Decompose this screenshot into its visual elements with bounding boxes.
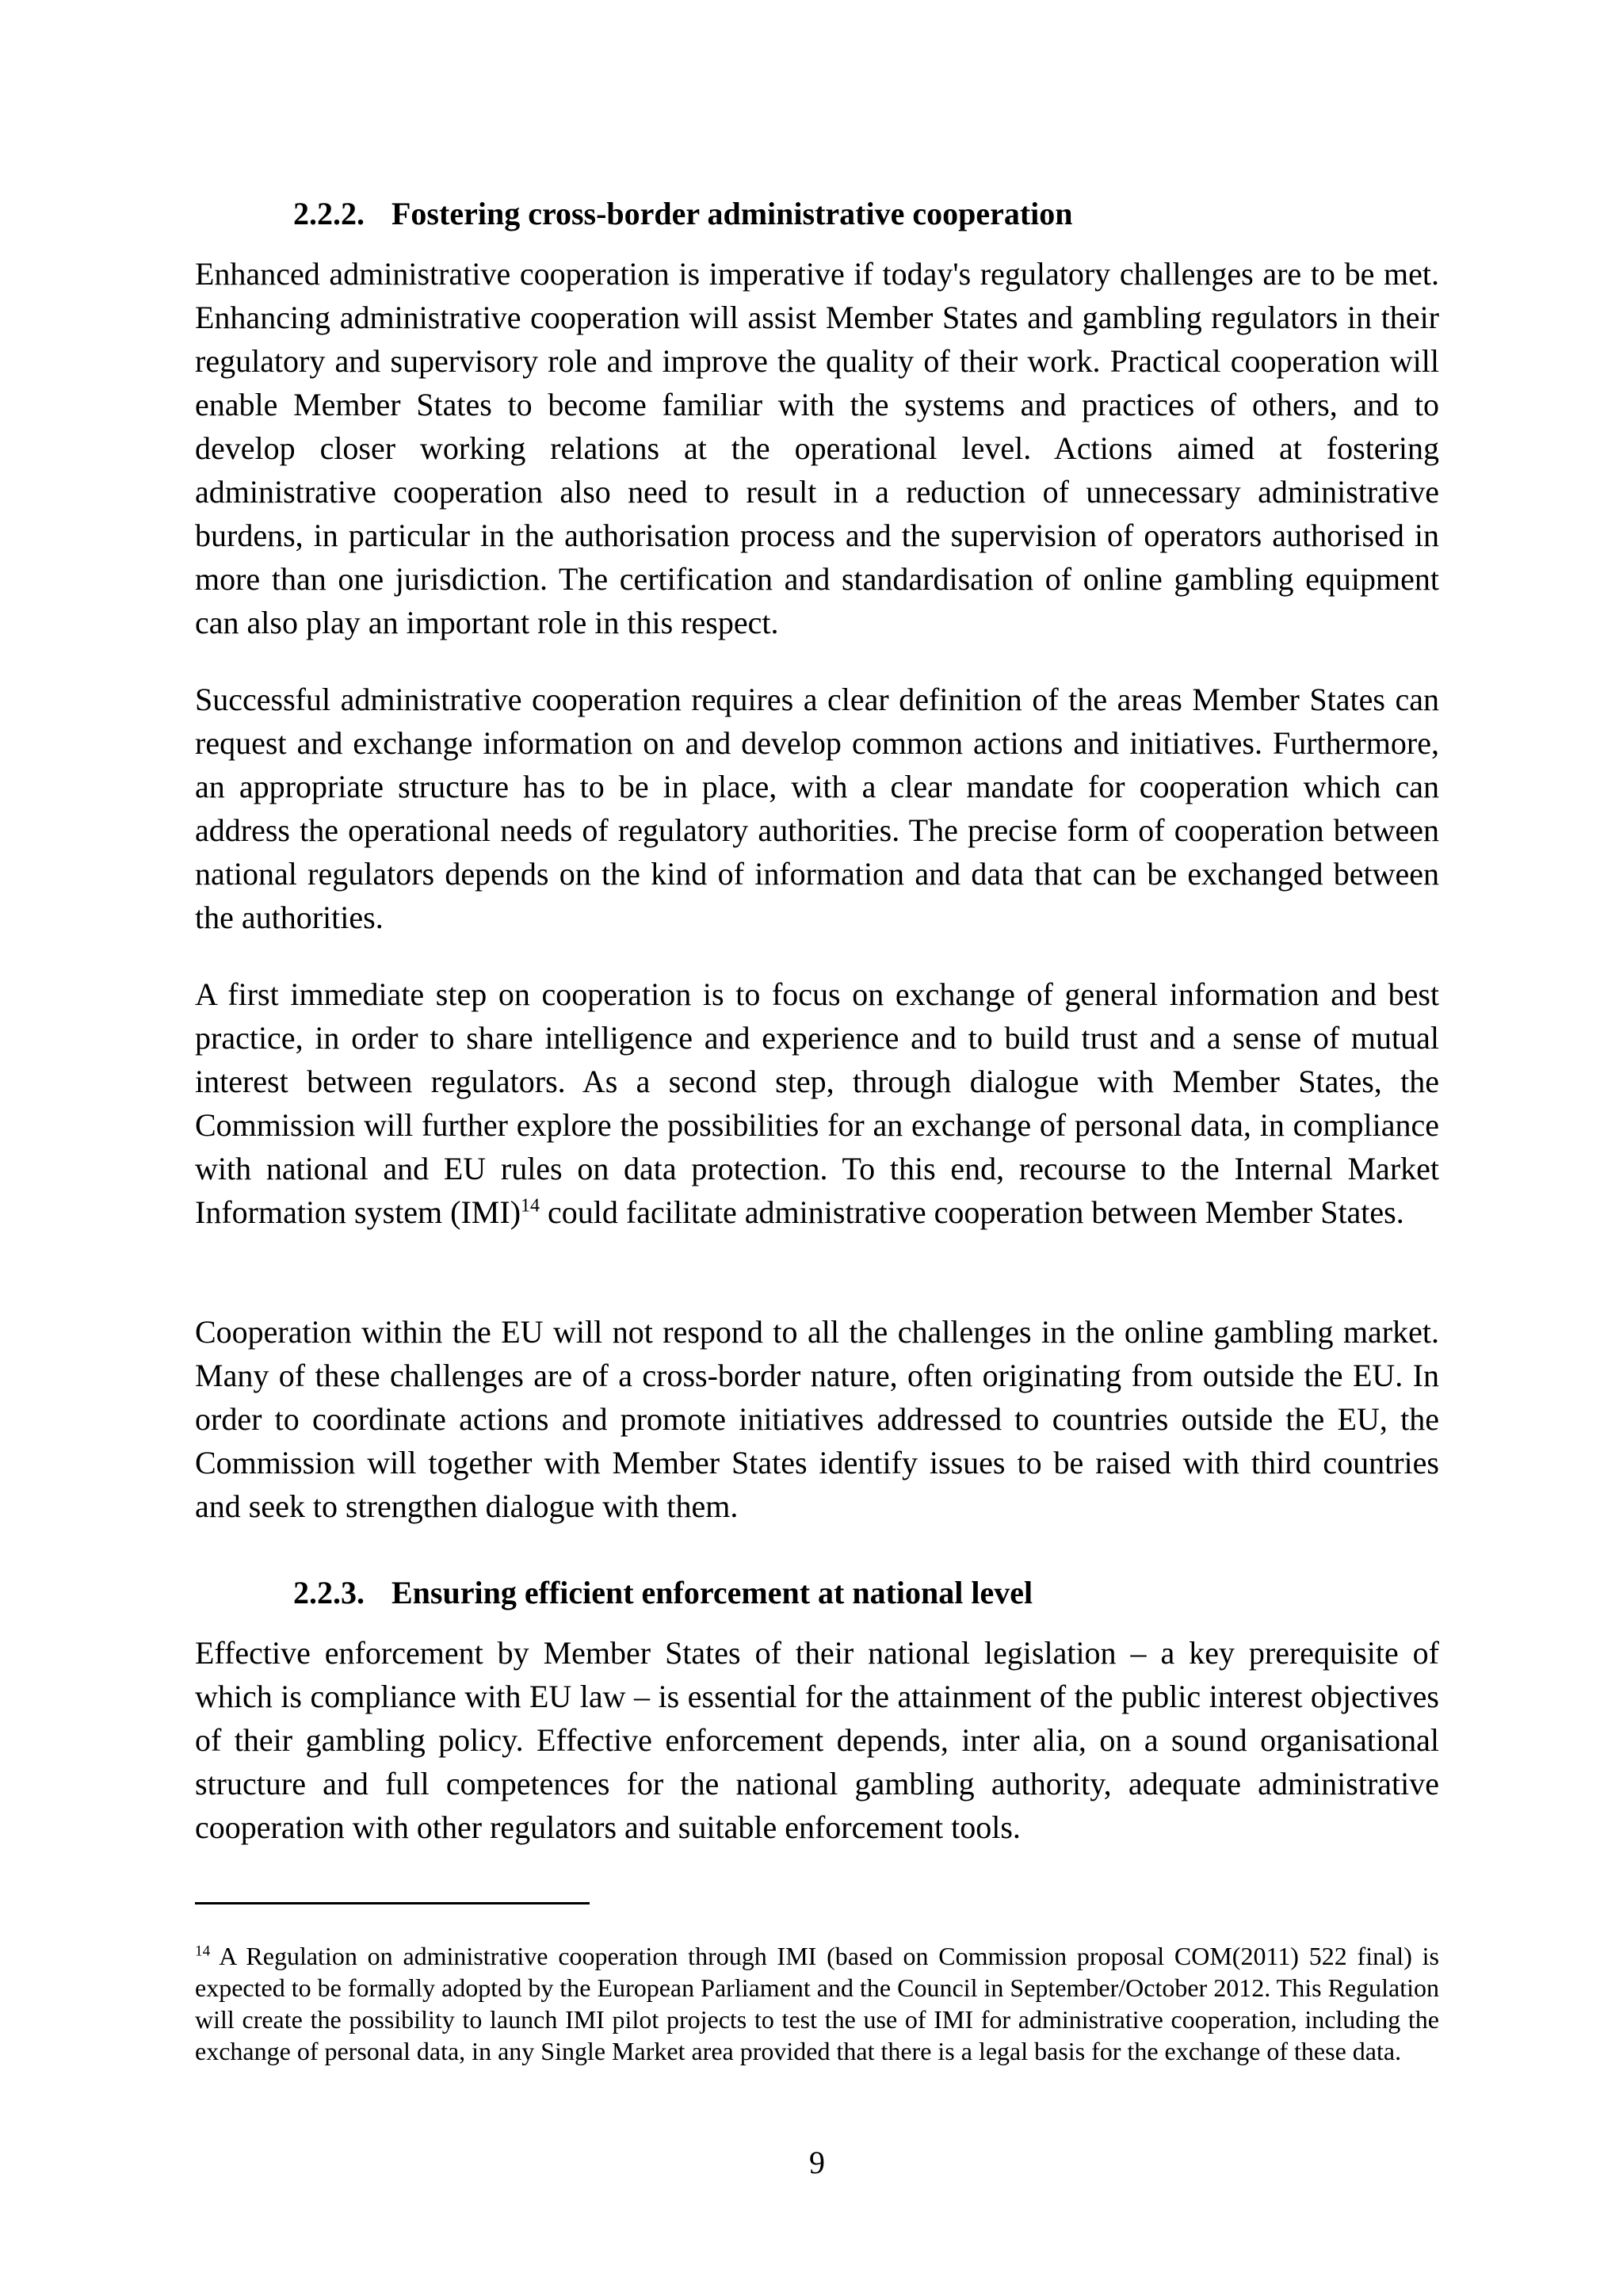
section-title: Fostering cross-border administrative cooperation	[391, 196, 1073, 231]
section-title: Ensuring efficient enforcement at national level	[391, 1575, 1033, 1610]
section-number: 2.2.3.	[293, 1575, 365, 1610]
footnote-separator	[195, 1902, 590, 1904]
document-page	[195, 0, 1439, 2296]
section-heading-2-2-2	[293, 193, 1073, 235]
section-number: 2.2.2.	[293, 196, 365, 231]
footnote-text: A Regulation on administrative cooperation through IMI (based on Commission proposal COM(2011) 522 final) is expected to be formally adopted by the European Parliament and the Council in September/October 2012. This Regulation will create the possibility to launch IMI pilot projects to test the use of IMI for administrative cooperation, including the exchange of personal data, in any Single Market area provided that there is a legal basis for the exchange of these data.	[195, 1942, 1439, 2065]
section-heading-2-2-3	[293, 1572, 1033, 1614]
footnote-14	[195, 1940, 1439, 2067]
footnote-reference[interactable]: 14	[521, 1195, 540, 1217]
paragraph-5: Effective enforcement by Member States of their national legislation – a key prerequisite of which is compliance with EU law – is essential for the attainment of the public interest objectives of their gambling policy. Effective enforcement depends, inter alia, on a sound organisational structure and full competences for the national gambling authority, adequate administrative cooperation with other regulators and suitable enforcement tools.	[195, 1635, 1439, 1845]
paragraph-3	[195, 972, 1439, 1234]
paragraph-1: Enhanced administrative cooperation is imperative if today's regulatory challenges are to be met. Enhancing administrative cooperation will assist Member States and gambling regulators in their regulatory and supervisory role and improve the quality of their work. Practical cooperation will enable Member States to become familiar with the systems and practices of others, and to develop closer working relations at the operational level. Actions aimed at fostering administrative cooperation also need to result in a reduction of unnecessary administrative burdens, in particular in the authorisation process and the supervision of operators authorised in more than one jurisdiction. The certification and standardisation of online gambling equipment can also play an important role in this respect.	[195, 256, 1439, 640]
paragraph-3-text: A first immediate step on cooperation is to focus on exchange of general information and best practice, in order to share intelligence and experience and to build trust and a sense of mutual interest between regulators. As a second step, through dialogue with Member States, the Commission will further explore the possibilities for an exchange of personal data, in compliance with national and EU rules on data protection. To this end, recourse to the Internal Market Information system (IMI)	[195, 976, 1439, 1230]
paragraph-3-text-end: could facilitate administrative cooperation between Member States.	[540, 1194, 1404, 1230]
paragraph-4: Cooperation within the EU will not respond to all the challenges in the online gambling market. Many of these challenges are of a cross-border nature, often originating from outside the EU. In order to coordinate actions and promote initiatives addressed to countries outside the EU, the Commission will together with Member States identify issues to be raised with third countries and seek to strengthen dialogue with them.	[195, 1314, 1439, 1524]
paragraph-2: Successful administrative cooperation requires a clear definition of the areas Member States can request and exchange information on and develop common actions and initiatives. Furthermore, an appropriate structure has to be in place, with a clear mandate for cooperation which can address the operational needs of regulatory authorities. The precise form of cooperation between national regulators depends on the kind of information and data that can be exchanged between the authorities.	[195, 682, 1439, 935]
page-number: 9	[809, 2145, 825, 2180]
footnote-marker: 14	[195, 1943, 211, 1960]
